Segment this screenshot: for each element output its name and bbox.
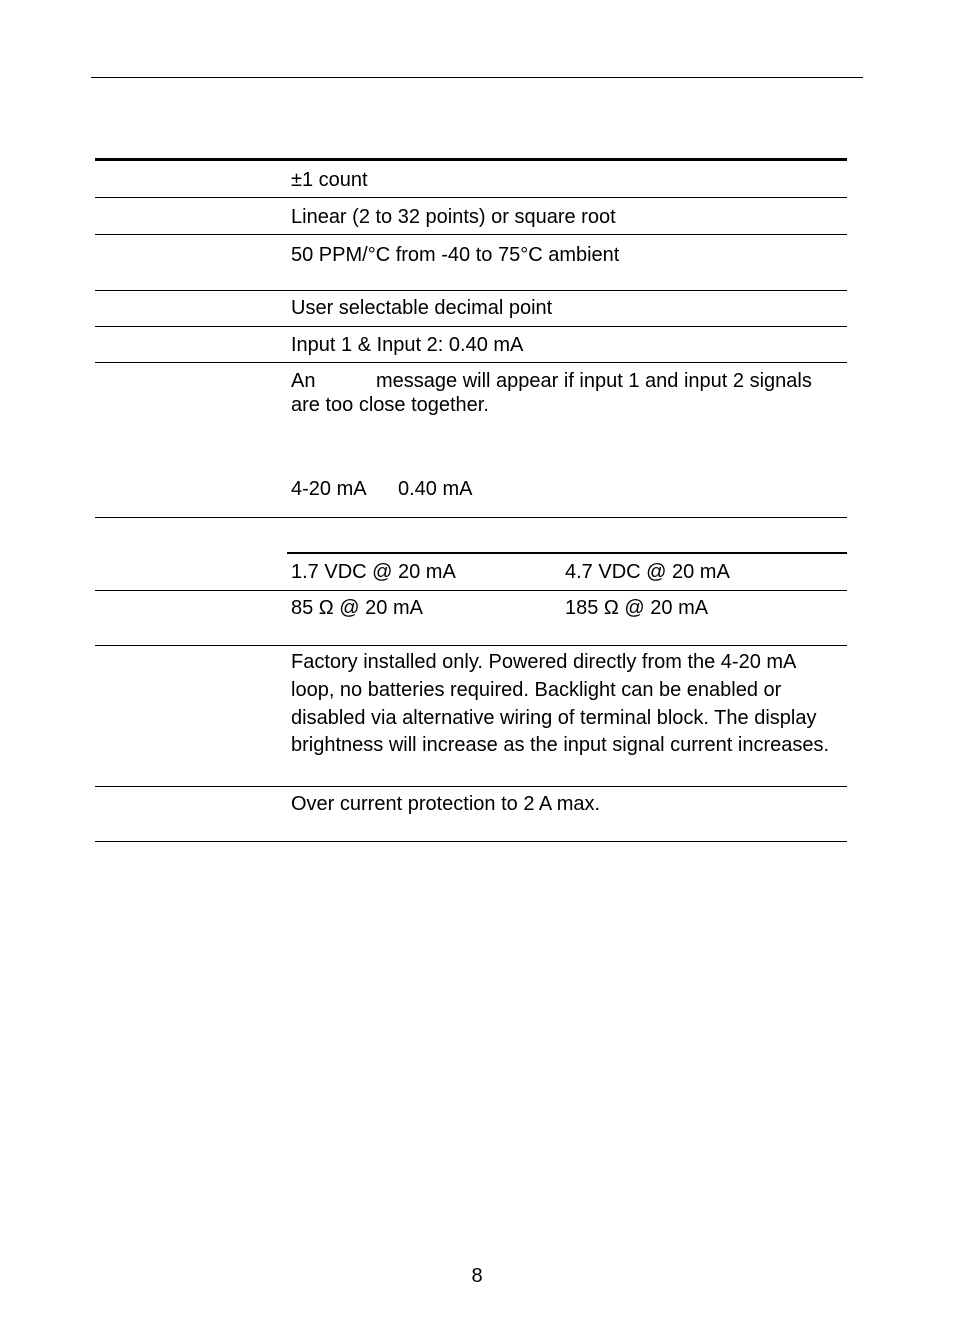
function-value: Linear (2 to 32 points) or square root bbox=[291, 206, 616, 228]
span-table-range: 4-20 mA bbox=[291, 478, 367, 500]
tempco-value: 50 PPM/°C from -40 to 75°C ambient bbox=[291, 244, 620, 266]
row-divider bbox=[95, 290, 847, 291]
min-span-value: Input 1 & Input 2: 0.40 mA bbox=[291, 334, 524, 356]
row-divider bbox=[95, 362, 847, 363]
row-divider bbox=[95, 590, 847, 591]
error-message-prefix: An bbox=[291, 370, 316, 392]
table-bottom-rule bbox=[95, 841, 847, 842]
backlight-value: Factory installed only. Powered directly from the 4-20 mA loop, no batteries required. Backlight can be enabled or disabled via alternative wiring of terminal block. The display brightness will increase as the input signal current increases. bbox=[291, 651, 830, 757]
row-divider bbox=[95, 326, 847, 327]
page-number: 8 bbox=[471, 1265, 483, 1287]
equivalent-resistance-col2: 185 Ω @ 20 mA bbox=[565, 597, 709, 619]
decimal-value: User selectable decimal point bbox=[291, 297, 553, 319]
voltage-drop-col1: 1.7 VDC @ 20 mA bbox=[291, 561, 456, 583]
row-divider bbox=[95, 645, 847, 646]
row-divider bbox=[95, 517, 847, 518]
accuracy-value: ±1 count bbox=[291, 169, 368, 191]
span-table-span: 0.40 mA bbox=[398, 478, 473, 500]
header-rule bbox=[91, 77, 863, 78]
error-message-suffix: message will appear if input 1 and input 2 signals bbox=[376, 370, 812, 392]
table-top-rule bbox=[95, 158, 847, 161]
row-divider bbox=[95, 234, 847, 235]
error-message-line2: are too close together. bbox=[291, 394, 489, 416]
subtable-header-rule bbox=[287, 552, 847, 554]
row-divider bbox=[95, 197, 847, 198]
voltage-drop-col2: 4.7 VDC @ 20 mA bbox=[565, 561, 730, 583]
protection-value: Over current protection to 2 A max. bbox=[291, 793, 601, 815]
equivalent-resistance-col1: 85 Ω @ 20 mA bbox=[291, 597, 423, 619]
row-divider bbox=[95, 786, 847, 787]
